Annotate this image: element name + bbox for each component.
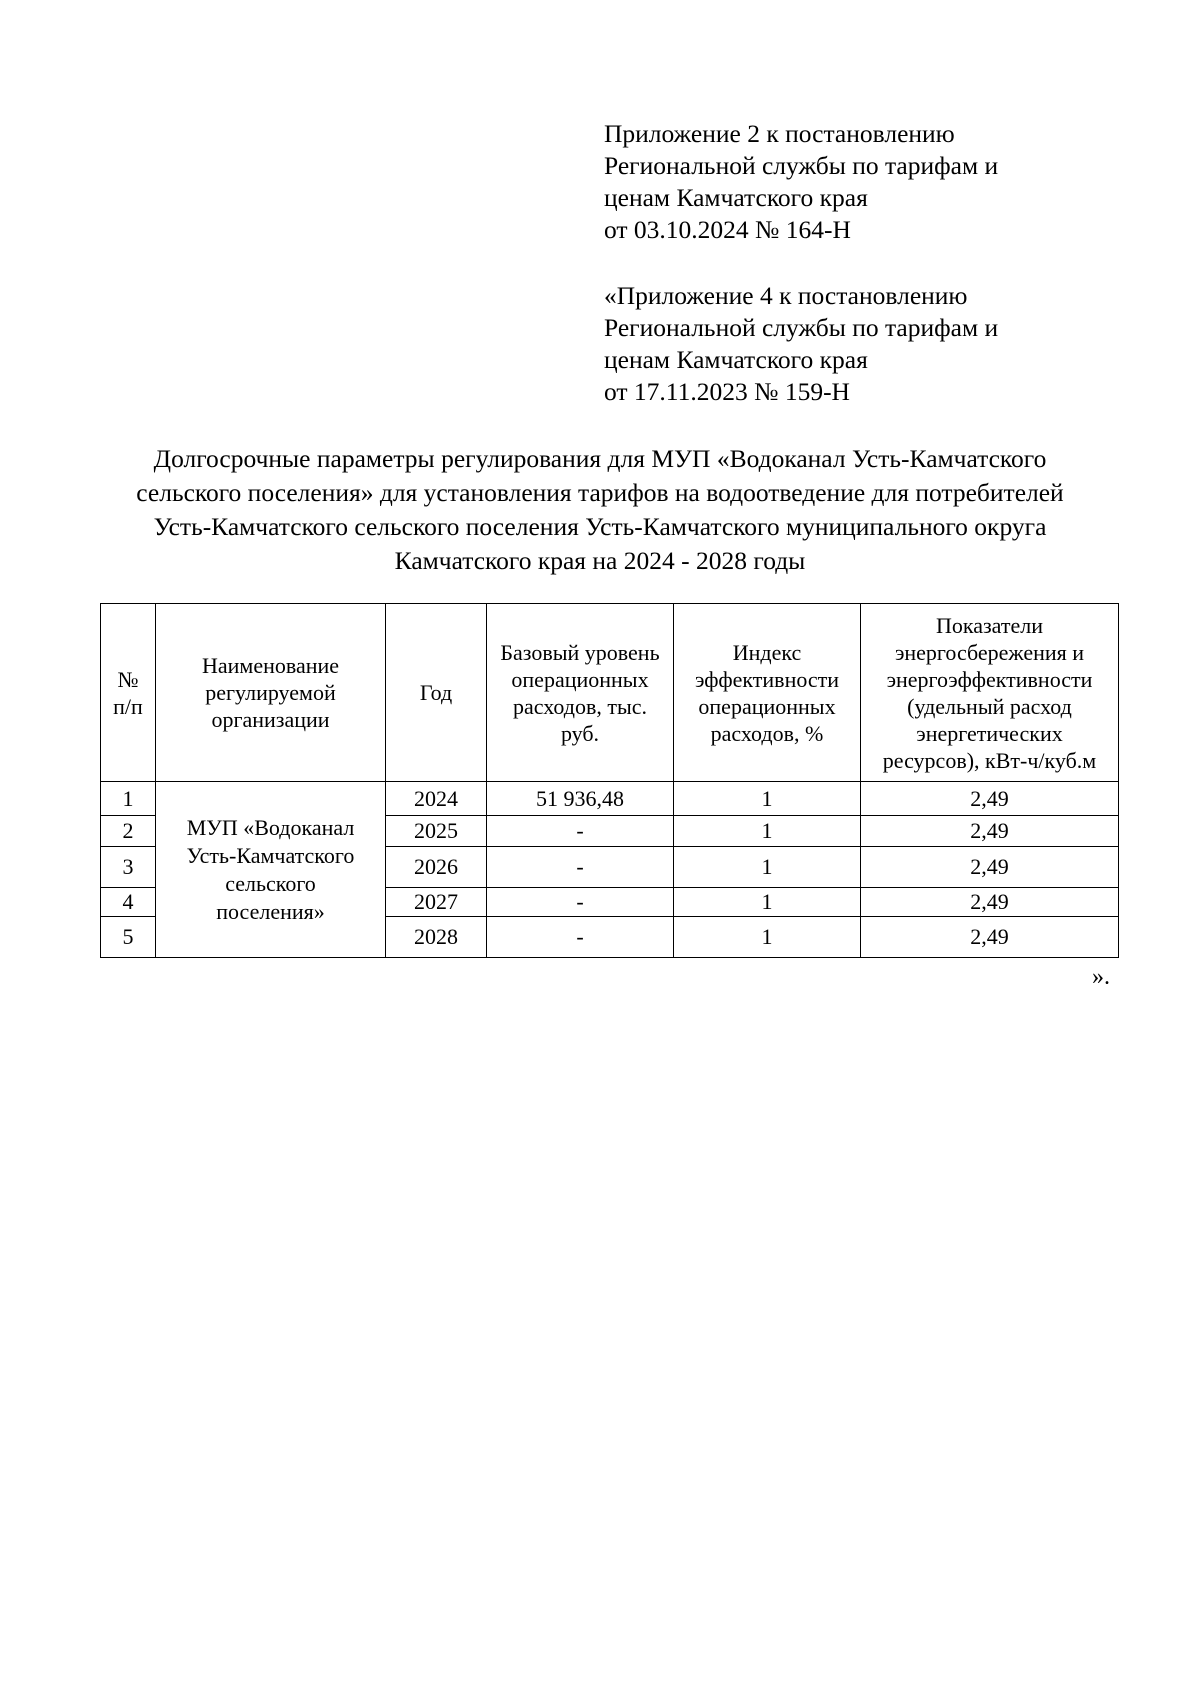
cell-efficiency-index: 1 [674,847,861,888]
cell-number: 5 [101,917,156,958]
cell-base-opex: - [487,847,674,888]
table-header-row [101,604,1119,782]
cell-base-opex: - [487,816,674,847]
title-line: Усть-Камчатского сельского поселения Усть-Камчатского муниципального округа [153,512,1047,541]
header-year: Год [386,604,487,782]
title-line: сельского поселения» для установления тарифов на водоотведение для потребителей [136,478,1064,507]
cell-energy-indicator: 2,49 [861,917,1119,958]
appendix-line: ценам Камчатского края [604,345,868,374]
cell-energy-indicator: 2,49 [861,888,1119,917]
header-base-opex: Базовый уровень операционных расходов, тыс. руб. [487,604,674,782]
title-line: Долгосрочные параметры регулирования для МУП «Водоканал Усть-Камчатского [153,444,1047,473]
cell-efficiency-index: 1 [674,782,861,816]
appendix-line: от 17.11.2023 № 159-Н [604,377,850,406]
header-efficiency-index: Индекс эффективности операционных расходов, % [674,604,861,782]
cell-year: 2024 [386,782,487,816]
appendix-line: ценам Камчатского края [604,183,868,212]
appendix-line: от 03.10.2024 № 164-Н [604,215,851,244]
cell-efficiency-index: 1 [674,816,861,847]
cell-base-opex: - [487,917,674,958]
cell-organization: МУП «Водоканал Усть-Камчатского сельского поселения» [156,782,386,958]
cell-base-opex: - [487,888,674,917]
cell-number: 3 [101,847,156,888]
appendix-line: «Приложение 4 к постановлению [604,281,968,310]
appendix-line: Региональной службы по тарифам и [604,151,999,180]
appendix-reference-current [604,118,1084,246]
document-title [60,442,1140,578]
cell-energy-indicator: 2,49 [861,816,1119,847]
closing-quote-mark: ». [1092,964,1110,990]
cell-year: 2027 [386,888,487,917]
cell-number: 2 [101,816,156,847]
regulation-parameters-table [100,603,1119,958]
cell-year: 2028 [386,917,487,958]
table-row [101,782,1119,816]
appendix-line: Региональной службы по тарифам и [604,313,999,342]
header-organization: Наименование регулируемой организации [156,604,386,782]
cell-year: 2025 [386,816,487,847]
cell-number: 4 [101,888,156,917]
cell-year: 2026 [386,847,487,888]
appendix-reference-amended [604,280,1084,408]
cell-base-opex: 51 936,48 [487,782,674,816]
cell-efficiency-index: 1 [674,917,861,958]
header-energy-indicators: Показатели энергосбережения и энергоэффективности (удельный расход энергетических ресурсов), кВт-ч/куб.м [861,604,1119,782]
header-number: № п/п [101,604,156,782]
cell-efficiency-index: 1 [674,888,861,917]
cell-energy-indicator: 2,49 [861,847,1119,888]
title-line: Камчатского края на 2024 - 2028 годы [394,546,806,575]
cell-energy-indicator: 2,49 [861,782,1119,816]
appendix-line: Приложение 2 к постановлению [604,119,955,148]
cell-number: 1 [101,782,156,816]
